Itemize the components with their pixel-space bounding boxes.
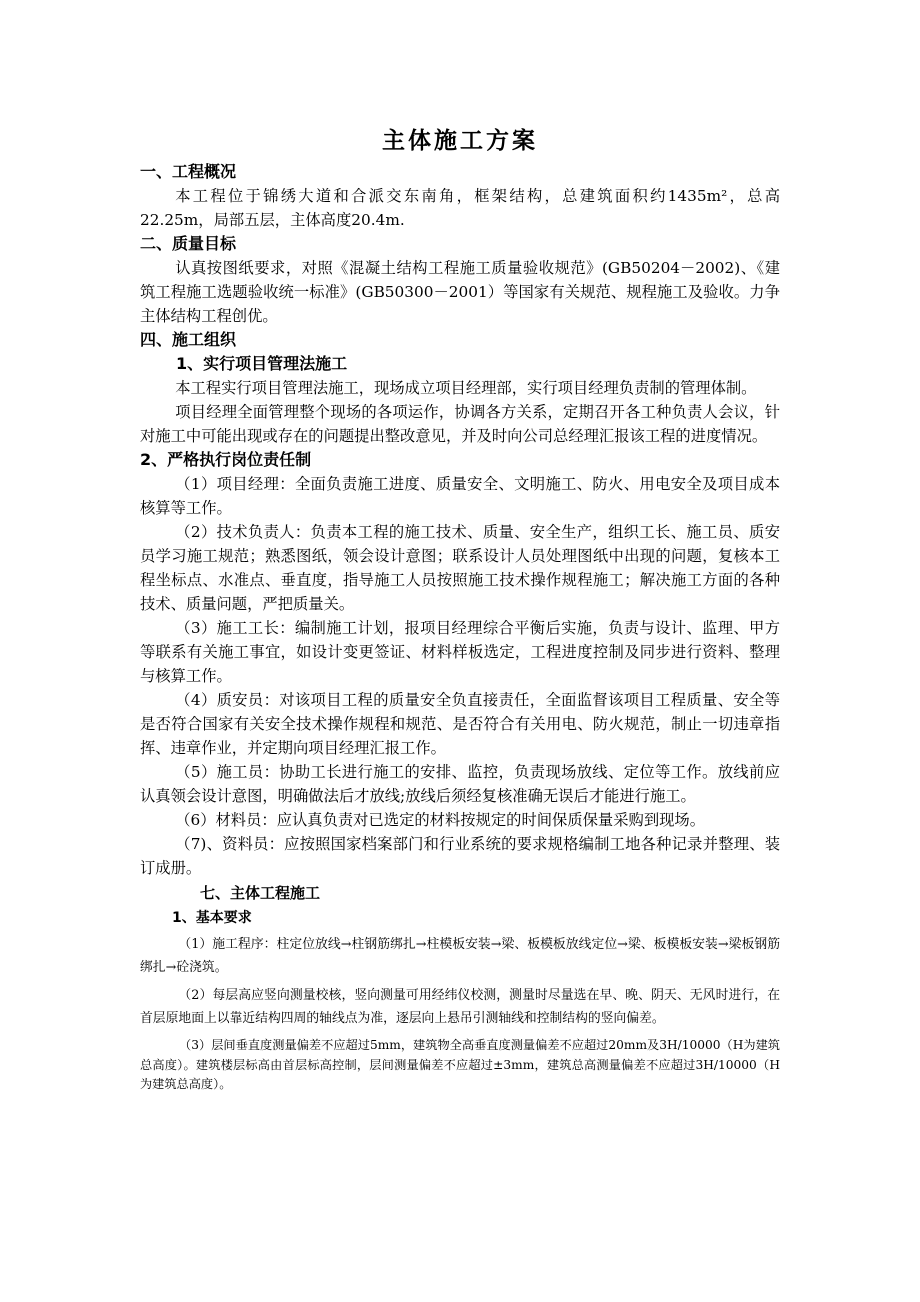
paragraph-quality: 认真按图纸要求，对照《混凝土结构工程施工质量验收规范》(GB50204－2002)、《建筑工程施工选题验收统一标准》(GB50300－2001）等国家有关规范、规程施工及验收。力争主体结构工程创优。: [140, 259, 780, 325]
subsection-heading-management: 1、实行项目管理法施工: [176, 354, 348, 373]
subsection-heading-responsibility: 2、严格执行岗位责任制: [140, 450, 312, 469]
section-heading-main-construction: 七、主体工程施工: [200, 884, 321, 902]
duty-safety-officer: （4）质安员：对该项目工程的质量安全负直接责任，全面监督该项目工程质量、安全等是否符合国家有关安全技术操作规程和规范、是否符合有关用电、防火规范，制止一切违章指挥、违章作业，并定期向项目经理汇报工作。: [140, 691, 780, 757]
section-heading-overview: 一、工程概况: [140, 162, 237, 181]
section-heading-quality: 二、质量目标: [140, 234, 237, 253]
requirement-tolerance: （3）层间垂直度测量偏差不应超过5mm，建筑物全高垂直度测量偏差不应超过20mm及3H/10000（H为建筑总高度）。建筑楼层标高由首层标高控制，层间测量偏差不应超过±3mm，建筑总高测量偏差不应超过3H/10000（H为建筑总高度）。: [140, 1038, 780, 1091]
section-heading-organization: 四、施工组织: [140, 330, 237, 349]
document-body: [140, 160, 780, 1095]
duty-foreman: （3）施工工长：编制施工计划，报项目经理综合平衡后实施，负责与设计、监理、甲方等联系有关施工事宜，如设计变更签证、材料样板选定，工程进度控制及同步进行资料、整理与核算工作。: [140, 619, 780, 685]
paragraph-management-1: 本工程实行项目管理法施工，现场成立项目经理部，实行项目经理负责制的管理体制。: [175, 379, 757, 397]
paragraph-management-2: 项目经理全面管理整个现场的各项运作，协调各方关系，定期召开各工种负责人会议，针对施工中可能出现或存在的问题提出整改意见，并及时向公司总经理汇报该工程的进度情况。: [140, 403, 780, 445]
duty-construction-worker: （5）施工员：协助工长进行施工的安排、监控，负责现场放线、定位等工作。放线前应认真领会设计意图，明确做法后才放线;放线后须经复核准确无误后才能进行施工。: [140, 763, 780, 805]
duty-records-officer: （7)、资料员：应按照国家档案部门和行业系统的要求规格编制工地各种记录并整理、装订成册。: [140, 835, 780, 877]
subsection-heading-basic-requirements: 1、基本要求: [172, 910, 252, 926]
document-title: 主体施工方案: [382, 128, 538, 154]
requirement-vertical-survey: （2）每层高应竖向测量校核，竖向测量可用经纬仪校测，测量时尽量选在早、晚、阴天、无风时进行，在首层原地面上以靠近结构四周的轴线点为准，逐层向上悬吊引测轴线和控制结构的竖向偏差。: [140, 988, 780, 1026]
paragraph-overview: 本工程位于锦绣大道和合派交东南角，框架结构，总建筑面积约1435m²，总高22.25m，局部五层，主体高度20.4m.: [140, 187, 780, 229]
duty-technical-lead: （2）技术负责人：负责本工程的施工技术、质量、安全生产，组织工长、施工员、质安员学习施工规范；熟悉图纸，领会设计意图；联系设计人员处理图纸中出现的问题，复核本工程坐标点、水准点、垂直度，指导施工人员按照施工技术操作规程施工；解决施工方面的各种技术、质量问题，严把质量关。: [140, 523, 780, 613]
duty-project-manager: （1）项目经理：全面负责施工进度、质量安全、文明施工、防火、用电安全及项目成本核算等工作。: [140, 475, 780, 517]
duty-materials-officer: （6）材料员：应认真负责对已选定的材料按规定的时间保质保量采购到现场。: [175, 811, 706, 829]
requirement-procedure: （1）施工程序：柱定位放线→柱钢筋绑扎→柱模板安装→梁、板模板放线定位→梁、板模板安装→梁板钢筋绑扎→砼浇筑。: [140, 937, 780, 975]
